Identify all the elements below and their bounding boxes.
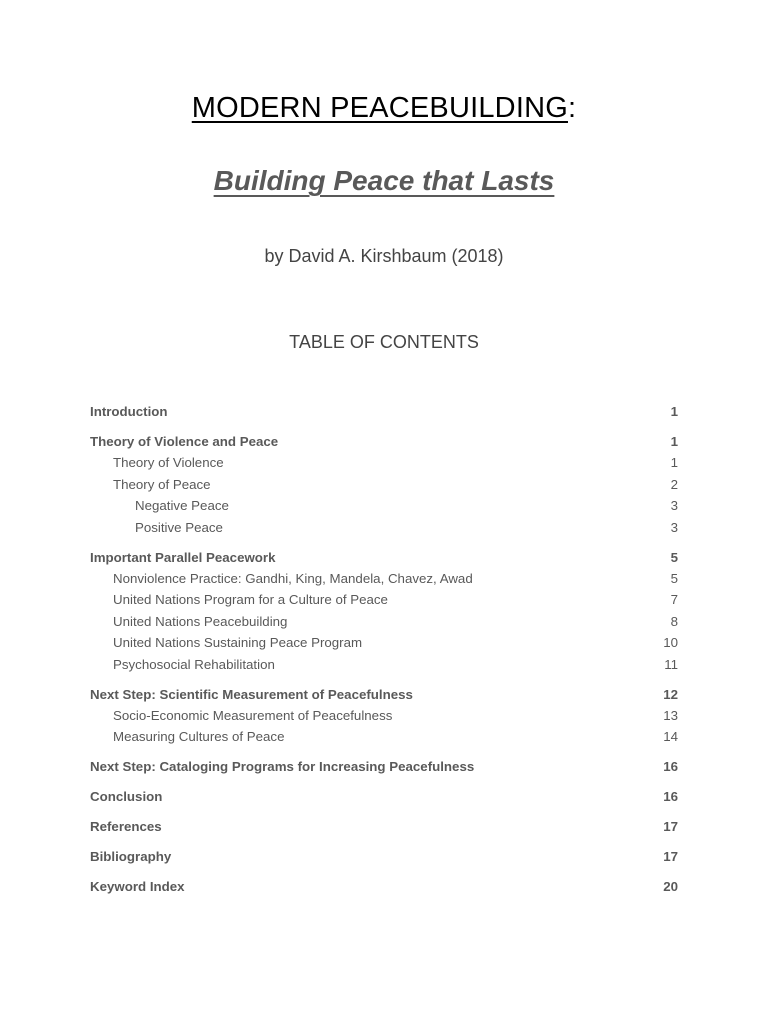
toc-entry-page: 3: [670, 498, 678, 513]
toc-entry-label: Keyword Index: [90, 879, 185, 894]
toc-entry-label: Theory of Violence: [113, 455, 224, 470]
toc-entry-page: 13: [663, 708, 678, 723]
toc-entry-label: Socio-Economic Measurement of Peacefulness: [113, 708, 393, 723]
toc-entry[interactable]: [90, 685, 678, 705]
toc-heading: TABLE OF CONTENTS: [289, 332, 479, 352]
toc-entry[interactable]: [90, 432, 678, 452]
toc-entry-page: 1: [670, 455, 678, 470]
document-title: [0, 92, 768, 125]
toc-entry-label: Psychosocial Rehabilitation: [113, 657, 275, 672]
toc-entry-page: 5: [670, 550, 678, 565]
author-line: by David A. Kirshbaum (2018): [264, 246, 504, 266]
toc-entry[interactable]: [90, 787, 678, 807]
toc-entry-page: 7: [670, 592, 678, 607]
toc-entry-label: Next Step: Scientific Measurement of Peacefulness: [90, 687, 413, 702]
toc-entry[interactable]: [90, 757, 678, 777]
toc-entry-label: United Nations Program for a Culture of Peace: [113, 592, 388, 607]
toc-entry[interactable]: [90, 727, 678, 747]
toc-entry-page: 16: [663, 789, 678, 804]
toc-entry-label: Theory of Peace: [113, 477, 211, 492]
toc-entry-label: United Nations Peacebuilding: [113, 614, 288, 629]
toc-entry-page: 2: [670, 477, 678, 492]
toc-entry[interactable]: [90, 847, 678, 867]
toc-entry[interactable]: [90, 817, 678, 837]
toc-entry-label: Nonviolence Practice: Gandhi, King, Mandela, Chavez, Awad: [113, 571, 473, 586]
toc-entry-page: 5: [670, 571, 678, 586]
toc-entry-page: 16: [663, 759, 678, 774]
toc-entry-label: Theory of Violence and Peace: [90, 434, 279, 449]
toc-entry[interactable]: [90, 877, 678, 897]
toc-entry-label: Positive Peace: [135, 520, 223, 535]
toc-entry[interactable]: [90, 633, 678, 653]
toc-entry-page: 12: [663, 687, 678, 702]
toc-entry-page: 8: [670, 614, 678, 629]
toc-entry-page: 1: [670, 404, 678, 419]
toc-entry[interactable]: [90, 655, 678, 675]
toc-entry-label: Conclusion: [90, 789, 163, 804]
toc-entry-page: 14: [663, 729, 678, 744]
toc-entry-label: References: [90, 819, 162, 834]
toc-entry[interactable]: [90, 402, 678, 422]
toc-entry-label: Introduction: [90, 404, 168, 419]
toc-entry-label: United Nations Sustaining Peace Program: [113, 635, 363, 650]
document-subtitle: Building Peace that Lasts: [213, 165, 555, 196]
toc-entry-label: Important Parallel Peacework: [90, 550, 276, 565]
toc-entry-page: 17: [663, 849, 678, 864]
toc-entry-page: 1: [670, 434, 678, 449]
toc-entry-label: Next Step: Cataloging Programs for Increasing Peacefulness: [90, 759, 475, 774]
title-main: MODERN PEACEBUILDING: [191, 92, 568, 124]
toc-entry[interactable]: [90, 453, 678, 473]
toc-entry[interactable]: [90, 706, 678, 726]
toc-entry[interactable]: [90, 590, 678, 610]
toc-entry-label: Bibliography: [90, 849, 172, 864]
toc-entry-label: Negative Peace: [135, 498, 229, 513]
toc-entry-page: 10: [663, 635, 678, 650]
toc-entry-page: 11: [664, 657, 678, 672]
toc-entry[interactable]: [90, 518, 678, 538]
title-colon: :: [567, 92, 577, 124]
toc-entry-page: 3: [670, 520, 678, 535]
toc-entry[interactable]: [90, 496, 678, 516]
toc-entry[interactable]: [90, 548, 678, 568]
toc-entry[interactable]: [90, 612, 678, 632]
toc-entry[interactable]: [90, 569, 678, 589]
toc-entry-page: 20: [663, 879, 678, 894]
toc-entry-label: Measuring Cultures of Peace: [113, 729, 285, 744]
toc-entry-page: 17: [663, 819, 678, 834]
toc-entry[interactable]: [90, 475, 678, 495]
